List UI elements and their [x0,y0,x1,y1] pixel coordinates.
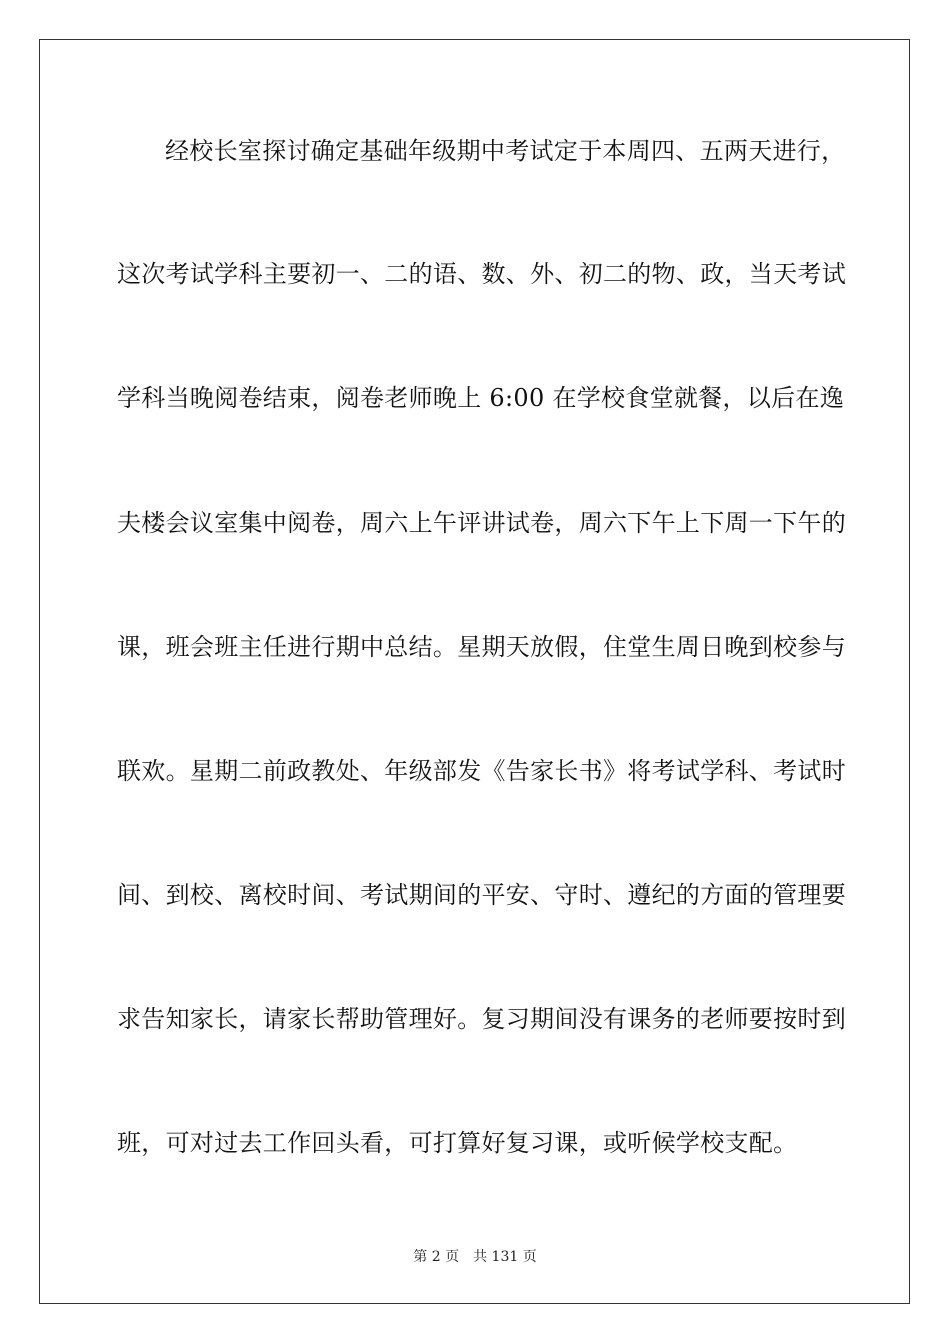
page-frame [39,39,910,1304]
page-total: 共 131 页 [473,1249,537,1265]
paragraph-line: 间、到校、离校时间、考试期间的平安、守时、遵纪的方面的管理要 [117,881,846,909]
paragraph-line: 学科当晚阅卷结束，阅卷老师晚上 6:00 在学校食堂就餐，以后在逸 [117,384,845,412]
paragraph-line: 班，可对过去工作回头看，可打算好复习课，或听候学校支配。 [117,1129,798,1157]
paragraph-line: 联欢。星期二前政教处、年级部发《告家长书》将考试学科、考试时 [117,757,846,785]
paragraph-line: 夫楼会议室集中阅卷，周六上午评讲试卷，周六下午上下周一下午的 [117,509,846,537]
paragraph-line: 这次考试学科主要初一、二的语、数、外、初二的物、政，当天考试 [117,260,846,288]
paragraph-line: 求告知家长，请家长帮助管理好。复习期间没有课务的老师要按时到 [117,1005,846,1033]
page-footer [0,1248,950,1266]
paragraph-line: 经校长室探讨确定基础年级期中考试定于本周四、五两天进行， [165,137,846,165]
paragraph-line: 课，班会班主任进行期中总结。星期天放假，住堂生周日晚到校参与 [117,633,846,661]
page-number: 第 2 页 [413,1249,460,1265]
